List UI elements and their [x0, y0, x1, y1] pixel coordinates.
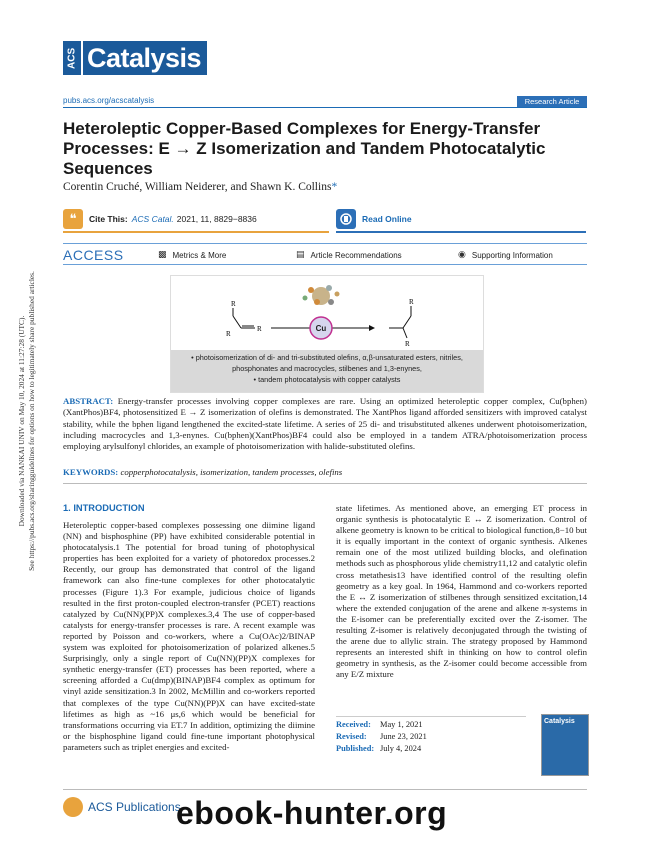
journal-cover-image[interactable] [541, 714, 589, 776]
metrics-link[interactable] [158, 250, 226, 260]
revised-label: Revised: [336, 732, 367, 741]
svg-text:R: R [405, 340, 410, 348]
toc-highlights [171, 350, 483, 392]
catalyst-structure-icon [303, 285, 340, 305]
journal-logo[interactable] [63, 40, 207, 76]
e-olefin-structure [233, 308, 255, 328]
access-rule-top [63, 243, 587, 244]
supporting-info-icon: ◉ [458, 250, 466, 260]
cite-label: Cite This: [89, 214, 128, 224]
corresponding-author-mark: * [331, 181, 338, 193]
svg-text:R: R [257, 325, 262, 333]
logo-acs: ACS [63, 41, 81, 75]
acs-publications-logo[interactable] [63, 797, 181, 817]
cite-this-bar[interactable] [63, 207, 329, 233]
section-heading: 1. INTRODUCTION [63, 503, 145, 513]
article-title: Heteroleptic Copper-Based Complexes for Energy-Transfer Processes: E → Z Isomerization and Tandem Photocatalytic Sequences [63, 119, 546, 178]
cite-detail: 2021, 11, 8829−8836 [176, 214, 257, 224]
download-notice [17, 226, 37, 616]
graphical-abstract [170, 275, 484, 393]
document-icon: ▤ [296, 250, 305, 260]
publisher-name: ACS Publications [88, 800, 181, 814]
recommendations-link[interactable] [296, 250, 402, 260]
acs-hexagon-icon [63, 797, 83, 817]
metrics-label: Metrics & More [172, 250, 227, 260]
quote-icon: ❝ [63, 209, 83, 229]
svg-text:R: R [409, 298, 414, 306]
abstract-label: ABSTRACT: [63, 396, 114, 406]
header-divider [63, 107, 587, 108]
published-date: July 4, 2024 [380, 744, 422, 753]
recommendations-label: Article Recommendations [310, 250, 402, 260]
read-online-icon [336, 209, 356, 229]
intro-column-right: state lifetimes. As mentioned above, an emerging ET process in organic synthesis is photocatalytic E ↔ Z isomerization. Control of alkene geometry is known to be critical to biological function,8−10 but it is equally important in the context of organic synthesis. Alkenes remain one of the most utilized building blocks, and olefination methods such as phosphorous ylide chemistry11,12 and catalytic olefin cross metathesis13 have identified control of the resulting olefin geometry as a key goal. In 1964, Hammond and co-workers reported the E ↔ Z isomerization of stilbenes through sensitized excitation,14 where the extended conjugation of the arene and alkene π-systems in the E-isomer can be preferentially excited over the Z-isomer. The resulting Z-isomer is relatively deconjugated through the twisting of the arene due to allylic strain. The strategy proposed by Hammond represents an interested shift in thinking on how to control olefin geometry in synthesis, as the Z-isomer could become accessible from any E/Z mixture [336, 503, 587, 680]
supporting-info-link[interactable] [458, 250, 553, 260]
z-olefin-structure [389, 306, 411, 338]
publication-dates [336, 716, 526, 755]
toc-line-3: • tandem photocatalysis with copper catalysts [253, 375, 401, 384]
author-list [63, 181, 337, 193]
access-rule-bottom [63, 264, 587, 265]
svg-text:R: R [226, 330, 231, 338]
download-notice-line2: See https://pubs.acs.org/sharingguidelines for options on how to legitimately share published articles. [27, 271, 36, 571]
footer-divider [63, 789, 587, 790]
intro-column-left: Heteroleptic copper-based complexes possessing one diimine ligand (NN) and bisphosphine (PP) have exhibited considerable potential in photocatalysis.1 The potential for broad tuning of photophysical properties has been exploited for a variety of photoredox processes.2 Recently, our group has demonstrated that control of the ligand framework can also fine-tune complexes for other photocatalytic processes (Figure 1).3 For example, judicious choice of ligands resulted in the first proton-coupled electron-transfer (PCET) reactions catalyzed by Cu(NN)(PP)X complexes.3,4 The use of copper-based catalysts for energy-transfer processes is rare. A recent example was reported by Poisson and co-workers, where a Cu(OAc)2/BINAP system was exploited for photoisomerization of polarized alkenes.5 Surprisingly, only a single report of Cu(NN)(PP)X complexes for synthetic energy-transfer (ET) processes has been reported, where a screening afforded a Cu(dmp)(BINAP)BF4 complex as optimum for vinyl azide sensitization.3 In 2002, McMillin and co-workers reported that complexes of the type Cu(NN)(PP)X can have excited-state lifetimes as high as ~16 μs,6 which would be beneficial for transformations occurring via ET.7 In addition, optimizing the diimine or the bisphosphine ligand could fine-tune important photophysical parameters such as triplet energies and excited- [63, 520, 315, 752]
keywords [63, 467, 587, 477]
download-notice-line1: Downloaded via NANKAI UNIV on May 10, 2024 at 11:27:28 (UTC). [17, 315, 26, 527]
svg-text:R: R [231, 300, 236, 308]
toc-line-1: • photoisomerization of di- and tri-substituted olefins, α,β-unsaturated esters, nitriles, [191, 353, 463, 362]
catalyst-label: Cu [315, 324, 327, 333]
received-label: Received: [336, 720, 371, 729]
toc-line-2: phosphonates and macrocycles, stilbenes and 1,3-enynes, [232, 364, 422, 373]
cover-title: Catalysis [544, 718, 575, 725]
author-names[interactable]: Corentin Cruché, William Neiderer, and Shawn K. Collins [63, 181, 332, 193]
journal-url-link[interactable]: pubs.acs.org/acscatalysis [63, 96, 155, 105]
keywords-text: copperphotocatalysis, isomerization, tandem processes, olefins [120, 467, 343, 477]
abstract-text: Energy-transfer processes involving copper complexes are rare. Using an optimized heteroleptic copper complex, Cu(bphen)(XantPhos)BF4, photosensitized E → Z isomerization of olefins is demonstrated. The XantPhos ligand afforded sensitizers with improved catalyst stability, while the bphen ligand lengthened the excited-state lifetime. A series of 25 di- and trisubstituted alkenes underwent photoisomerization, including macrocycles and 1,3-enynes. Cu(bphen)(XantPhos)BF4 could also be employed in a tandem ATRA/photoisomerization process employing arylsulfonyl chlorides, an example of photoisomerization with halide-substituted olefins. [63, 396, 587, 452]
abstract-divider [63, 483, 587, 484]
access-label: ACCESS [63, 247, 124, 263]
article-type-badge: Research Article [517, 96, 587, 107]
published-label: Published: [336, 744, 375, 753]
cite-journal[interactable]: ACS Catal. [131, 214, 174, 224]
received-date: May 1, 2021 [380, 720, 423, 729]
logo-name: Catalysis [83, 41, 207, 75]
read-online-bar[interactable] [336, 207, 586, 233]
supporting-info-label: Supporting Information [471, 250, 553, 260]
keywords-label: KEYWORDS: [63, 467, 119, 477]
watermark: ebook-hunter.org [176, 795, 448, 831]
reaction-scheme [171, 276, 483, 350]
read-online-label: Read Online [362, 214, 412, 224]
revised-date: June 23, 2021 [380, 732, 427, 741]
abstract [63, 396, 587, 452]
bar-chart-icon: ▩ [158, 250, 167, 260]
